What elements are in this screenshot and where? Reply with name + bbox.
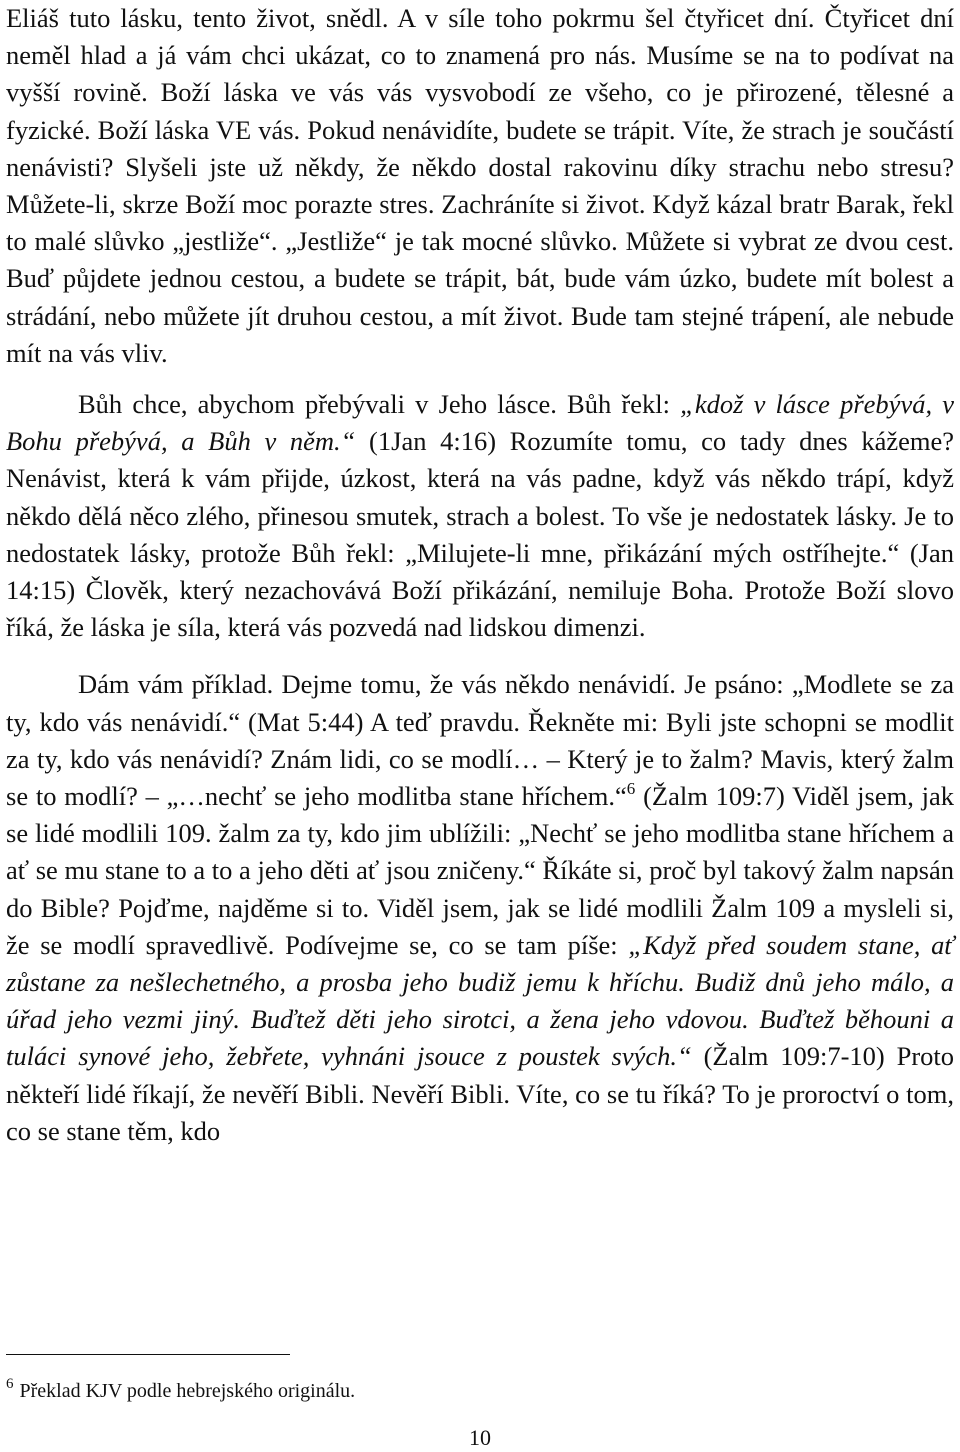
footnote-text: Překlad KJV podle hebrejského originálu. <box>19 1380 356 1402</box>
footnote-number: 6 <box>6 1376 14 1392</box>
paragraph-3-text-c: (Žalm 109:7-10) Proto někteří lidé říkají, že nevěří Bibli. Nevěří Bibli. Víte, co se tu říká? To je proroctví o tom, co se stane těm, kdo <box>6 1041 955 1146</box>
footnote <box>6 1378 355 1404</box>
footnote-reference: 6 <box>626 779 636 799</box>
paragraph-2-quote: „kdož v lásce přebývá, v Bohu přebývá, a Bůh v něm.“ <box>6 389 954 457</box>
paragraph-3-text-b: (Žalm 109:7) Viděl jsem, jak se lidé modlili 109. žalm za ty, kdo jim ublížili: „Nechť se jeho modlitba stane hříchem a ať se mu stane to a to a jeho děti ať jsou zničeny.“ Říkáte si, proč byl takový žalm napsán do Bible? Pojďme, najděme si to. Viděl jsem, jak se lidé modlili Žalm 109 a mysleli si, že se modlí spravedlivě. Podívejme se, co se tam píše: <box>6 781 954 960</box>
body-text <box>6 0 954 1150</box>
footnote-separator <box>6 1354 290 1355</box>
paragraph-2 <box>6 386 954 646</box>
paragraph-3-text-a: Dám vám příklad. Dejme tomu, že vás někdo nenávidí. Je psáno: „Modlete se za ty, kdo vás nenávidí.“ (Mat 5:44) A teď pravdu. Řekněte mi: Byli jste schopni se modlit za ty, kdo vás nenávidí? Znám lidi, co se modlí… – Který je to žalm? Mavis, který žalm se to modlí? – „…nechť se jeho modlitba stane hříchem.“ <box>6 669 954 812</box>
paragraph-1-text: Eliáš tuto lásku, tento život, snědl. A v síle toho pokrmu šel čtyřicet dní. Čtyřicet dní neměl hlad a já vám chci ukázat, co to znamená pro nás. Musíme se na to podívat na vyšší rovině. Boží láska ve vás vás vysvobodí ze všeho, co je přirozené, tělesné a fyzické. Boží láska VE vás. Pokud nenávidíte, budete se trápit. Víte, že strach je součástí nenávisti? Slyšeli jste už někdy, že někdo dostal rakovinu díky strachu nebo stresu? Můžete-li, skrze Boží moc porazte stres. Zachráníte si život. Když kázal bratr Barak, řekl to malé slůvko „jestliže“. „Jestliže“ je tak mocné slůvko. Můžete si vybrat ze dvou cest. Buď půjdete jednou cestou, a budete se trápit, bát, bude vám úzko, budete mít bolest a strádání, nebo můžete jít druhou cestou, a mít život. Bude tam stejné trápení, ale nebude mít na vás vliv. <box>6 3 954 368</box>
paragraph-1 <box>6 0 954 372</box>
page-number: 10 <box>469 1425 491 1450</box>
paragraph-2-text-a: Bůh chce, abychom přebývali v Jeho lásce. Bůh řekl: <box>78 389 681 420</box>
paragraph-3 <box>6 666 954 1150</box>
paragraph-3-quote: „Když před soudem stane, ať zůstane za nešlechetného, a prosba jeho budiž jemu k hříchu. Budiž dnů jeho málo, a úřad jeho vezmi jiný. Buďtež děti jeho sirotci, a žena jeho vdovou. Buďtež běhouni a tuláci synové jeho, žebřete, vyhnáni jsouce z poustek svých.“ <box>6 929 954 1072</box>
document-page <box>6 0 954 1452</box>
paragraph-2-text-b: (1Jan 4:16) Rozumíte tomu, co tady dnes kážeme? Nenávist, která k vám přijde, úzkost, která na vás padne, když vás někdo trápí, když někdo dělá něco zlého, přinesou smutek, strach a bolest. To vše je nedostatek lásky. Je to nedostatek lásky, protože Bůh řekl: „Milujete-li mne, přikázání mých ostříhejte.“ (Jan 14:15) Člověk, který nezachovává Boží přikázání, nemiluje Boha. Protože Boží slovo říká, že láska je síla, která vás pozvedá nad lidskou dimenzi. <box>6 426 955 643</box>
